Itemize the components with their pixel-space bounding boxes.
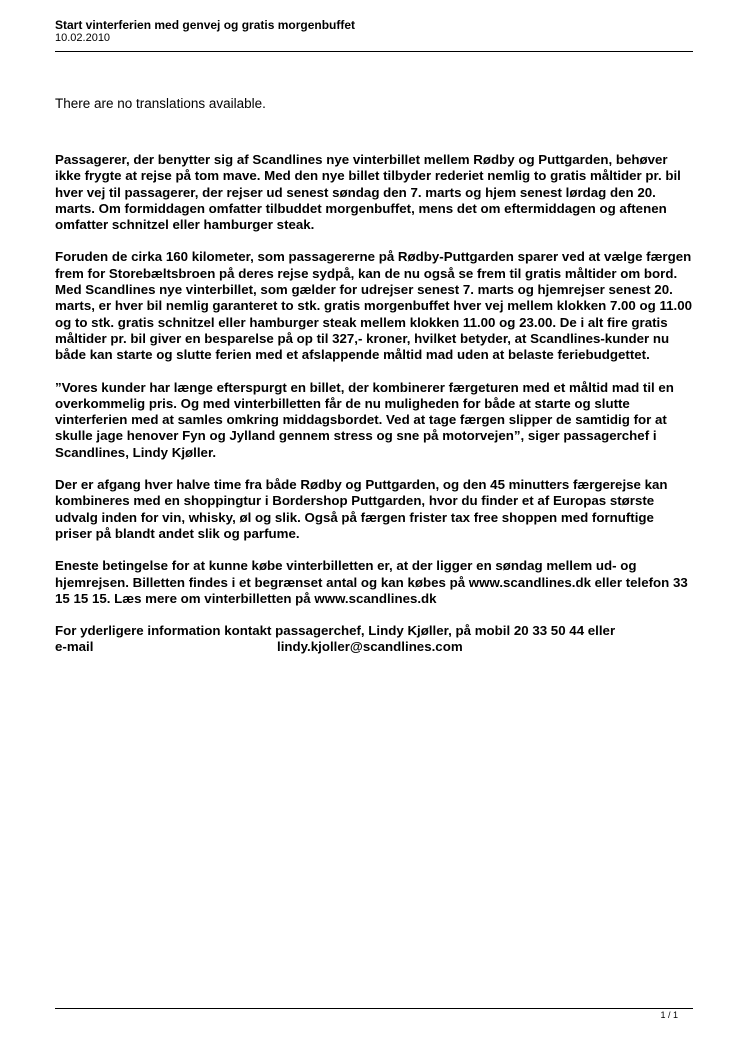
email-label: e-mail — [55, 639, 94, 655]
email-address: lindy.kjoller@scandlines.com — [277, 639, 463, 655]
paragraph-4: Der er afgang hver halve time fra både Rødby og Puttgarden, og den 45 minutters færgerejse kan kombineres med en shoppingtur i Bordershop Puttgarden, hvor du finder et af Europas største udvalg inden for vin, whisky, øl og slik. Også på færgen frister tax free shoppen med fornuftige priser på blandt andet slik og parfume. — [55, 477, 668, 541]
paragraph-5: Eneste betingelse for at kunne købe vinterbilletten er, at der ligger en søndag mellem ud- og hjemrejsen. Billetten findes i et begrænset antal og kan købes på www.scandlines.dk eller telefon 33 15 15 15. Læs mere om vinterbilletten på www.scandlines.dk — [55, 558, 688, 606]
page-header — [55, 18, 693, 45]
header-divider — [55, 51, 693, 52]
paragraph-3: ”Vores kunder har længe efterspurgt en billet, der kombinerer færgeturen med et måltid mad til en overkommelig pris. Og med vinterbilletten får de nu muligheden for både at starte og slutte vinterferien med at samles omkring middagsbordet. Ved at tage færgen slipper de samtidig for at skulle jage henover Fyn og Jylland gennem stress og sne på motorvejen”, siger passagerchef i Scandlines, Lindy Kjøller. — [55, 379, 674, 460]
contact-line: For yderligere information kontakt passagerchef, Lindy Kjøller, på mobil 20 33 50 44 eller — [55, 623, 616, 639]
contact-paragraph — [55, 623, 693, 656]
document-date: 10.02.2010 — [55, 32, 111, 44]
document-title: Start vinterferien med genvej og gratis morgenbuffet — [55, 18, 356, 32]
footer-divider — [55, 1008, 693, 1009]
page-number: 1 / 1 — [660, 1010, 678, 1020]
paragraph-1: Passagerer, der benytter sig af Scandlines nye vinterbillet mellem Rødby og Puttgarden, behøver ikke frygte at rejse på tom mave. Med den nye billet tilbyder rederiet nemlig to gratis måltider pr. bil hver vej til passagerer, der rejser ud senest søndag den 7. marts og hjem senest lørdag den 20. marts. Om formiddagen omfatter tilbuddet morgenbuffet, mens det om eftermiddagen og aftenen omfatter schnitzel eller hamburger steak. — [55, 152, 681, 233]
paragraph-2: Foruden de cirka 160 kilometer, som passagererne på Rødby-Puttgarden sparer ved at vælge færgen frem for Storebæltsbroen på deres rejse sydpå, kan de nu også se frem til gratis måltider om bord. Med Scandlines nye vinterbillet, som gælder for udrejser senest 7. marts og hjemrejser senest 20. marts, er hver bil nemlig garanteret to stk. gratis morgenbuffet hver vej mellem klokken 7.00 og 11.00 og to stk. gratis schnitzel eller hamburger steak mellem klokken 11.00 og 23.00. De i alt fire gratis måltider pr. bil giver en besparelse på op til 327,- kroner, hvilket betyder, at Scandlines-kunder nu både kan starte og slutte ferien med et afslappende måltid mad uden at belaste feriebudgettet. — [55, 249, 693, 363]
translation-notice: There are no translations available. — [55, 96, 266, 111]
email-row — [55, 639, 693, 655]
article-body — [55, 152, 693, 656]
